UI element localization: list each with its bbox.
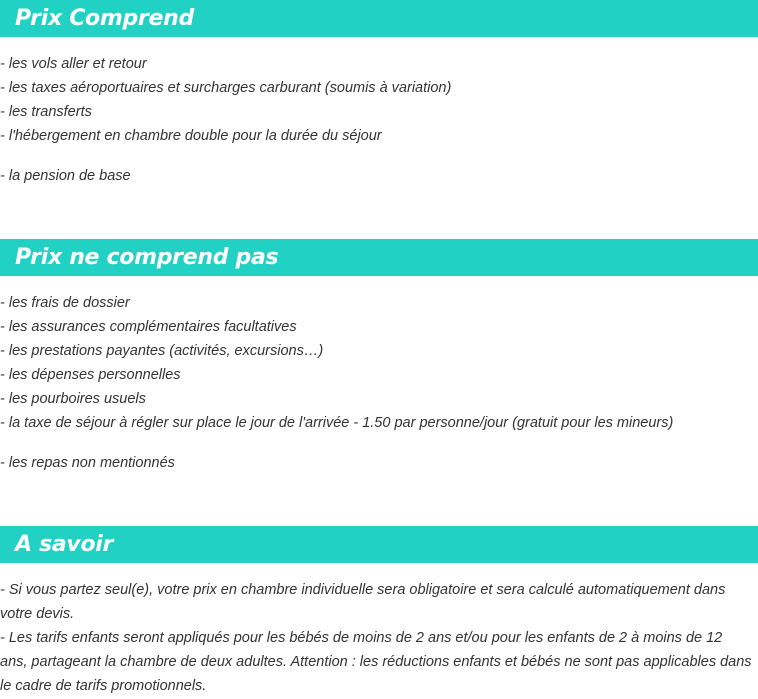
list-item: - les taxes aéroportuaires et surcharges carburant (soumis à variation) xyxy=(0,80,452,96)
section-header-prix-comprend xyxy=(0,0,758,37)
list-item: - les transferts xyxy=(0,104,92,120)
section-header-prix-ne-comprend-pas xyxy=(0,239,758,276)
excluded-list xyxy=(0,291,758,475)
info-paragraphs xyxy=(0,578,758,698)
section-title: A savoir xyxy=(15,532,114,557)
list-item: - les pourboires usuels xyxy=(0,391,146,407)
list-item: - les dépenses personnelles xyxy=(0,367,181,383)
info-paragraph: - Les tarifs enfants seront appliqués pour les bébés de moins de 2 ans et/ou pour les enfants de 2 à moins de 12 ans, partageant la chambre de deux adultes. Attention : les réductions enfants et bébés ne sont pas applicables dans le cadre de tarifs promotionnels. xyxy=(0,630,752,694)
section-header-a-savoir xyxy=(0,526,758,563)
section-title: Prix Comprend xyxy=(15,6,194,31)
list-item: - les repas non mentionnés xyxy=(0,455,175,471)
info-paragraph: - Si vous partez seul(e), votre prix en chambre individuelle sera obligatoire et sera calculé automatiquement dans votre devis. xyxy=(0,582,726,622)
list-item: - la taxe de séjour à régler sur place le jour de l'arrivée - 1.50 par personne/jour (gratuit pour les mineurs) xyxy=(0,415,674,431)
section-title: Prix ne comprend pas xyxy=(15,245,279,270)
list-item: - les vols aller et retour xyxy=(0,56,147,72)
list-item: - les prestations payantes (activités, excursions…) xyxy=(0,343,324,359)
list-item: - les frais de dossier xyxy=(0,295,130,311)
list-item: - la pension de base xyxy=(0,168,131,184)
list-item: - les assurances complémentaires facultatives xyxy=(0,319,297,335)
included-list xyxy=(0,52,758,188)
list-item: - l'hébergement en chambre double pour la durée du séjour xyxy=(0,128,382,144)
